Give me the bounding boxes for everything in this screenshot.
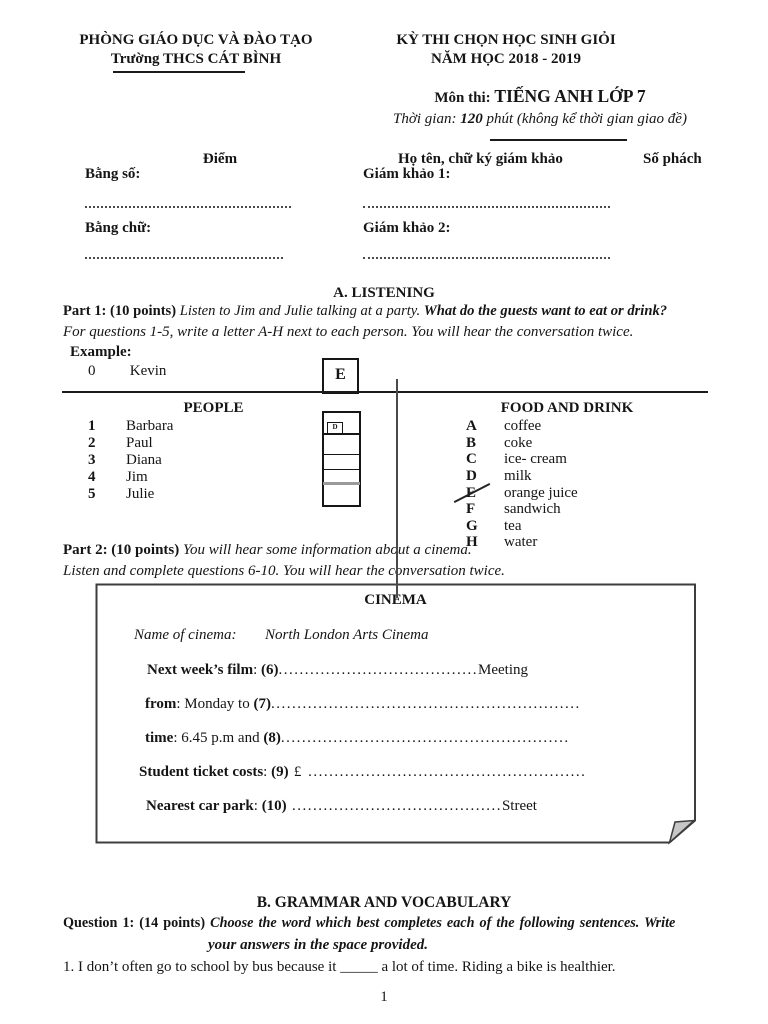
- food-name: ice- cream: [504, 451, 567, 467]
- food-row: [466, 467, 532, 486]
- people-row: [88, 434, 153, 453]
- examiner-header: Họ tên, chữ ký giám khảo: [398, 151, 563, 167]
- item1-pre: 1. I don’t often go to school by bus because it: [63, 959, 337, 975]
- subject-value: TIẾNG ANH LỚP 7: [494, 86, 646, 106]
- person-number: 5: [88, 486, 96, 502]
- cinema-row-dots: £ .....................................................: [288, 764, 587, 780]
- cinema-row-number: (9): [271, 764, 289, 780]
- cinema-row-dots: ........................................: [286, 798, 502, 814]
- cinema-row: [139, 763, 586, 782]
- cinema-title: CINEMA: [364, 592, 427, 608]
- food-name: sandwich: [504, 501, 561, 517]
- cinema-row-number: (7): [253, 696, 271, 712]
- example-row: [88, 362, 166, 381]
- people-row: [88, 485, 154, 504]
- cinema-row-number: (10): [261, 798, 287, 814]
- cinema-row-mid: : 6.45 p.m and: [173, 730, 264, 746]
- section-a-title: A. LISTENING: [333, 285, 435, 301]
- food-name: tea: [504, 518, 522, 534]
- people-row: [88, 417, 173, 436]
- examiner2-write-line: [363, 257, 610, 259]
- score-words-write-line: [85, 257, 283, 259]
- person-name: Barbara: [126, 418, 174, 434]
- answer-box-divider: [323, 482, 360, 485]
- item1-post: a lot of time. Riding a bike is healthier.: [381, 959, 616, 975]
- food-name: coffee: [504, 418, 542, 434]
- page-number: 1: [380, 989, 388, 1005]
- food-name: orange juice: [504, 485, 578, 501]
- cinema-row-label: Nearest car park: [146, 798, 254, 814]
- time-line: [370, 110, 710, 129]
- answer-mark-box: D: [327, 422, 343, 434]
- food-row: [466, 450, 567, 469]
- cinema-row-suffix: Street: [501, 798, 537, 814]
- cinema-row-dots: .......................................................: [280, 730, 570, 746]
- cinema-row-label: Student ticket costs: [139, 764, 264, 780]
- header-right-block: [368, 31, 644, 69]
- header-divider-rule: [490, 139, 627, 141]
- cinema-row-label: from: [145, 696, 177, 712]
- food-letter: D: [466, 468, 477, 484]
- score-words-label: Bằng chữ:: [85, 220, 152, 236]
- score-number-write-line: [85, 206, 291, 208]
- school-year: NĂM HỌC 2018 - 2019: [431, 51, 581, 67]
- cinema-row: [147, 661, 528, 680]
- person-name: Diana: [126, 452, 162, 468]
- people-row: [88, 468, 148, 487]
- part1-instructions: For questions 1-5, write a letter A-H next to each person. You will hear the conversation twice.: [63, 324, 634, 340]
- people-title: PEOPLE: [183, 400, 244, 416]
- score-number-label: Bằng số:: [85, 166, 141, 182]
- cinema-row-dots: ...........................................................: [270, 696, 581, 712]
- part2-desc: You will hear some information about a cinema.: [183, 542, 472, 558]
- cinema-row-dots: ......................................: [278, 662, 478, 678]
- food-letter: E: [466, 485, 477, 501]
- cinema-row-number: (6): [261, 662, 279, 678]
- cinema-row-label: time: [145, 730, 174, 746]
- example-answer-box: E: [322, 358, 359, 394]
- cinema-name-value: North London Arts Cinema: [265, 627, 429, 643]
- cinema-row-mid: :: [253, 798, 262, 814]
- food-title: FOOD AND DRINK: [500, 400, 634, 416]
- examiner1-label: Giám khảo 1:: [363, 166, 451, 182]
- food-row: [466, 417, 541, 436]
- food-letter: A: [466, 418, 477, 434]
- time-note: phút (không kể thời gian giao đề): [486, 111, 687, 127]
- food-name: water: [504, 534, 538, 550]
- school-name-underline: [113, 71, 245, 73]
- cinema-row-suffix: Meeting: [478, 662, 528, 678]
- question1-label: Question 1: (14 points): [63, 915, 206, 931]
- people-row: [88, 451, 162, 470]
- example-number: 0: [88, 363, 96, 379]
- score-header: Điểm: [202, 151, 238, 167]
- person-number: 1: [88, 418, 96, 434]
- food-letter: B: [466, 435, 477, 451]
- answer-box-divider: [323, 454, 360, 455]
- cinema-row: [145, 695, 581, 714]
- part2-label: Part 2: (10 points): [63, 542, 180, 558]
- answer-boxes: [322, 411, 361, 507]
- part1-heading: [63, 302, 667, 320]
- example-name: Kevin: [129, 363, 167, 379]
- question1-heading: [63, 915, 675, 933]
- exam-title: KỲ THI CHỌN HỌC SINH GIỎI: [396, 32, 616, 48]
- food-letter: C: [466, 451, 477, 467]
- food-name: coke: [504, 435, 533, 451]
- example-label: Example:: [70, 344, 132, 360]
- food-row: [466, 500, 561, 519]
- cinema-row-label: Next week’s film: [147, 662, 254, 678]
- cinema-row-mid: :: [253, 662, 261, 678]
- answer-box-divider: [323, 433, 360, 435]
- cinema-row-mid: : Monday to: [176, 696, 254, 712]
- person-name: Jim: [126, 469, 148, 485]
- food-letter: F: [466, 501, 476, 517]
- question1-item1: [63, 958, 616, 977]
- subject-line: [397, 86, 683, 108]
- section-b-title: B. GRAMMAR AND VOCABULARY: [256, 894, 512, 911]
- food-letter: H: [466, 534, 478, 550]
- part1-desc: Listen to Jim and Julie talking at a party.: [179, 303, 421, 319]
- part2-heading: [63, 541, 472, 560]
- cinema-name-label: Name of cinema:: [134, 627, 237, 643]
- answer-box-divider: [323, 469, 360, 470]
- cinema-row: [146, 797, 537, 816]
- time-value: 120: [460, 111, 483, 127]
- horizontal-divider: [62, 391, 708, 393]
- cinema-row-number: (8): [263, 730, 281, 746]
- person-number: 4: [88, 469, 96, 485]
- food-letter: G: [466, 518, 478, 534]
- header-left-block: [58, 31, 334, 69]
- person-number: 2: [88, 435, 96, 451]
- part2-instructions: Listen and complete questions 6-10. You will hear the conversation twice.: [63, 563, 505, 579]
- examiner2-label: Giám khảo 2:: [363, 220, 451, 236]
- person-number: 3: [88, 452, 96, 468]
- cinema-row-mid: :: [263, 764, 272, 780]
- vertical-divider: [396, 379, 398, 598]
- examiner1-write-line: [363, 206, 610, 208]
- question1-instruction-2: your answers in the space provided.: [208, 937, 429, 953]
- part1-question: What do the guests want to eat or drink?: [423, 303, 668, 319]
- part1-label: Part 1: (10 points): [63, 303, 177, 319]
- food-name: milk: [504, 468, 532, 484]
- food-row: [466, 533, 537, 552]
- item1-blank: _____: [340, 959, 378, 975]
- person-name: Julie: [126, 486, 155, 502]
- school-name: Trường THCS CÁT BÌNH: [110, 51, 282, 67]
- department-name: PHÒNG GIÁO DỤC VÀ ĐÀO TẠO: [79, 32, 313, 48]
- question1-instruction-1: Choose the word which best completes each of the following sentences. Write: [210, 915, 676, 931]
- person-name: Paul: [126, 435, 153, 451]
- subject-label: Môn thi:: [434, 90, 491, 106]
- time-label: Thời gian:: [393, 111, 457, 127]
- cinema-row: [145, 729, 570, 748]
- code-header: Số phách: [643, 151, 702, 167]
